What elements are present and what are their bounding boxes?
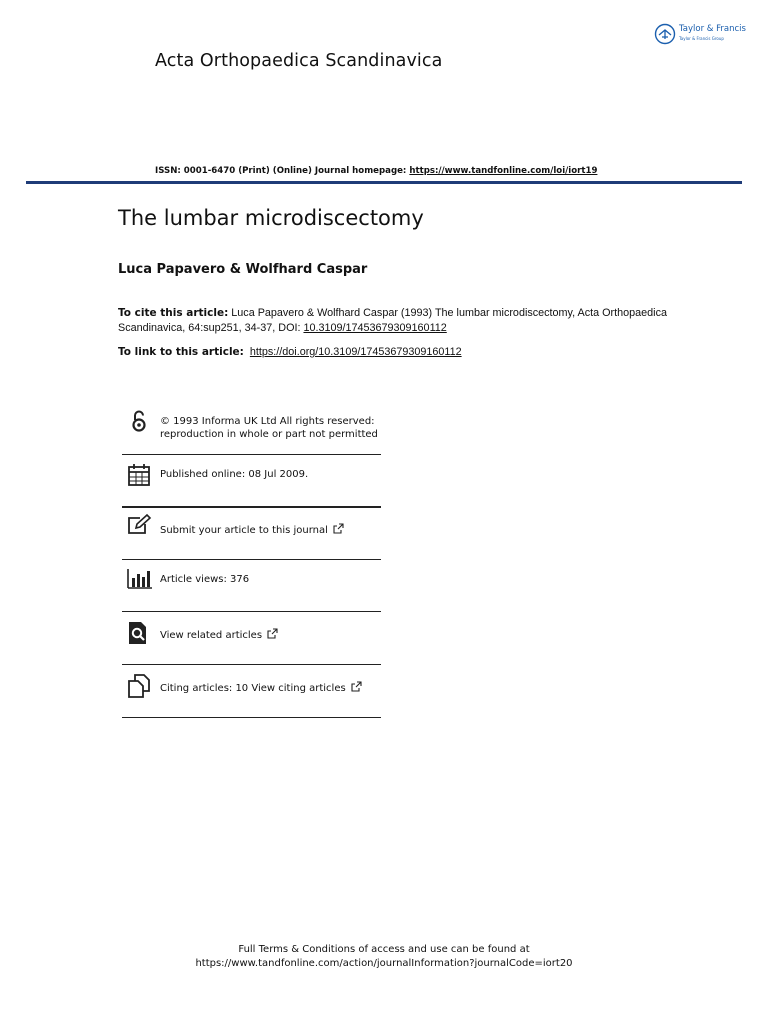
views-row <box>122 560 381 612</box>
article-link-block <box>118 346 462 358</box>
publisher-logo[interactable] <box>654 22 746 48</box>
header-divider <box>26 181 742 184</box>
copyright-line-2: reproduction in whole or part not permitted <box>160 429 378 440</box>
journal-title: Acta Orthopaedica Scandinavica <box>155 51 443 71</box>
submit-article-label: Submit your article to this journal <box>160 525 328 536</box>
terms-url[interactable]: https://www.tandfonline.com/action/journalInformation?journalCode=iort20 <box>195 958 573 969</box>
citing-articles-icon <box>126 673 152 699</box>
external-link-icon <box>333 523 344 534</box>
open-access-icon <box>126 409 152 435</box>
article-title: The lumbar microdiscectomy <box>118 206 424 230</box>
issn-text: ISSN: 0001-6470 (Print) (Online) Journal homepage: <box>155 166 410 176</box>
cite-label: To cite this article: <box>118 307 229 319</box>
citation-block <box>118 306 678 336</box>
submit-article-link[interactable] <box>160 523 344 537</box>
journal-homepage-link[interactable]: https://www.tandfonline.com/loi/iort19 <box>409 166 598 176</box>
bar-chart-icon <box>126 566 152 592</box>
copyright-line-1: © 1993 Informa UK Ltd All rights reserved: <box>160 416 375 427</box>
search-document-icon <box>126 620 152 646</box>
article-authors: Luca Papavero & Wolfhard Caspar <box>118 262 368 277</box>
article-views: Article views: 376 <box>160 574 250 585</box>
citing-articles-link[interactable] <box>160 681 362 695</box>
related-articles-link[interactable] <box>160 628 278 642</box>
published-date: Published online: 08 Jul 2009. <box>160 469 309 480</box>
publisher-logo-subtext: Taylor & Francis Group <box>679 36 724 41</box>
copyright-row <box>122 405 381 455</box>
published-row <box>122 455 381 508</box>
calendar-icon <box>126 462 152 488</box>
article-doi-link[interactable]: https://doi.org/10.3109/17453679309160112 <box>249 346 462 358</box>
cite-doi-link[interactable]: 10.3109/17453679309160112 <box>303 322 447 334</box>
related-row[interactable] <box>122 612 381 665</box>
edit-icon <box>126 512 152 538</box>
terms-line-1: Full Terms & Conditions of access and use can be found at <box>238 944 530 955</box>
external-link-icon <box>351 681 362 692</box>
link-label: To link to this article: <box>118 346 244 358</box>
cite-text: Luca Papavero & Wolfhard Caspar (1993) The lumbar microdiscectomy, Acta Orthopaedica Scandinavica, 64:sup251, 34-37, DOI: <box>118 307 667 334</box>
citing-row[interactable] <box>122 665 381 718</box>
citing-articles-label: Citing articles: 10 View citing articles <box>160 683 346 694</box>
publisher-logo-text: Taylor & Francis <box>679 24 746 34</box>
related-articles-label: View related articles <box>160 630 263 641</box>
taylor-francis-logo-icon <box>654 23 676 45</box>
external-link-icon <box>267 628 278 639</box>
submit-row[interactable] <box>122 508 381 560</box>
terms-footer <box>0 943 768 971</box>
copyright-text <box>160 415 378 441</box>
issn-line <box>155 166 597 176</box>
